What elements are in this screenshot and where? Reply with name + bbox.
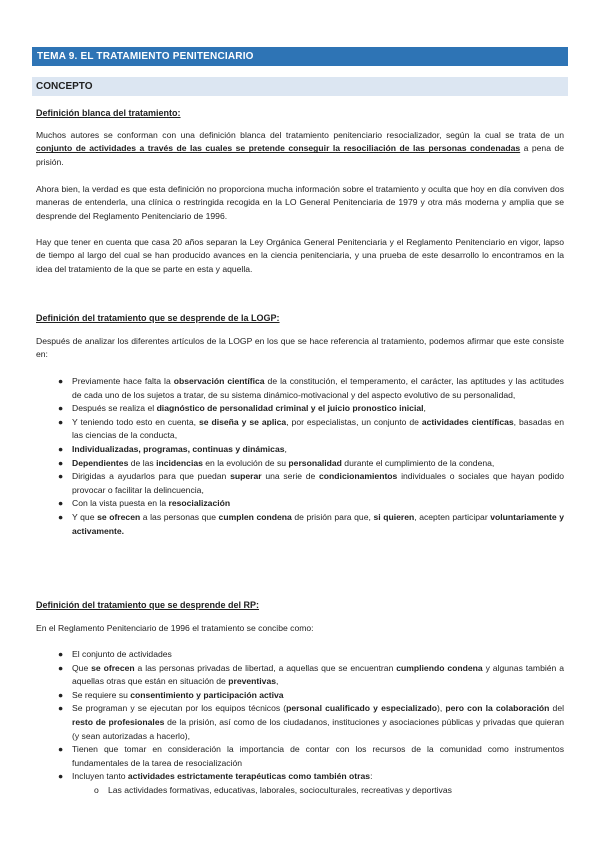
bullet-icon: ● [58, 511, 64, 522]
logp-list [36, 375, 564, 538]
paragraph-rp-intro: En el Reglamento Penitenciario de 1996 el tratamiento se concibe como: [36, 623, 314, 633]
bullet-icon: ● [58, 771, 64, 782]
list-item: ● Dirigidas a ayudarlos para que puedan superar una serie de condicionamientos individuales o sociales que hayan podido provocar o facilitar la delincuencia, [58, 471, 565, 495]
list-item: ● Que se ofrecen a las personas privadas de libertad, a aquellas que se encuentran cumpliendo condena y algunas también a aquellas otras que están en situación de preventivas, [58, 662, 564, 687]
list-item: ● Se requiere su consentimiento y participación activa [36, 689, 564, 703]
subsection-heading-logp: Definición del tratamiento que se desprende de la LOGP: [36, 313, 280, 323]
paragraph-logp-intro: Después de analizar los diferentes artículos de la LOGP en los que se hace referencia al tratamiento, podemos afirmar que este consiste en: [36, 336, 564, 360]
list-item: ● Dependientes de las incidencias en la evolución de su personalidad durante el cumplimiento de la condena, [36, 457, 564, 471]
paragraph-two-views: Ahora bien, la verdad es que esta definición no proporciona mucha información sobre el tratamiento y oculta que hoy en día conviven dos maneras de entenderla, una clínica o restringida recogida en la LO General Penitenciaria de 1979 y otra más moderna y amplia que se desprende del Reglamento Penitenciario de 1996. [36, 184, 564, 221]
paragraph-blank-definition: Muchos autores se conforman con una definición blanca del tratamiento penitenciario resocializador, según la cual se trata de un conjunto de actividades a través de las cuales se pretende conseguir la resociliación de las personas condenadas a pena de prisión. [36, 130, 565, 167]
circle-bullet-icon: o [94, 784, 99, 795]
list-item: ● Tienen que tomar en consideración la importancia de contar con los recursos de la comunidad como instrumentos fundamentales de la tarea de resocialización [58, 744, 564, 768]
list-item: ● Después se realiza el diagnóstico de personalidad criminal y el juicio pronostico inicial, [36, 402, 564, 416]
list-item: ● Incluyen tanto actividades estrictamente terapéuticas como también otras: o Las actividades formativas, educativas, laborales, socioculturales, recreativas y deportivas [36, 770, 564, 797]
list-item: ● Individualizadas, programas, continuas y dinámicas, [36, 443, 564, 457]
bullet-icon: ● [58, 703, 64, 714]
list-item: ● Y teniendo todo esto en cuenta, se diseña y se aplica, por especialistas, un conjunto de actividades científicas, basadas en las ciencias de la conducta, [58, 416, 564, 441]
bullet-icon: ● [58, 403, 64, 414]
rp-list [36, 648, 564, 798]
bullet-icon: ● [58, 744, 64, 755]
bullet-icon: ● [58, 498, 64, 509]
section-heading: CONCEPTO [32, 77, 568, 96]
subsection-heading-rp: Definición del tratamiento que se desprende del RP: [36, 600, 260, 610]
paragraph-twenty-years: Hay que tener en cuenta que casa 20 años separan la Ley Orgánica General Penitenciaria y el Reglamento Penitenciario en vigor, lapso de tiempo al largo del cual se han producido avances en la ciencia penitenciaria, y una prueba de este desarrollo lo encontramos en la idea del tratamiento de la que se parte en esta y aquella. [36, 237, 564, 274]
bullet-icon: ● [58, 457, 64, 468]
bullet-icon: ● [58, 471, 64, 482]
bullet-icon: ● [58, 376, 64, 386]
chapter-title: TEMA 9. EL TRATAMIENTO PENITENCIARIO [32, 47, 568, 66]
bullet-icon: ● [58, 416, 64, 427]
list-item: ● Y que se ofrecen a las personas que cumplen condena de prisión para que, si quieren, acepten participar voluntariamente y activamente. [58, 511, 564, 536]
bullet-icon: ● [58, 689, 64, 700]
sub-list [72, 784, 564, 798]
list-item: ● Con la vista puesta en la resocialización [36, 497, 564, 511]
sub-list-item: o Las actividades formativas, educativas, laborales, socioculturales, recreativas y deportivas [72, 784, 564, 798]
bullet-icon: ● [58, 649, 64, 659]
subsection-heading-blank-definition: Definición blanca del tratamiento: [36, 108, 181, 118]
list-item: ● Previamente hace falta la observación científica de la constitución, el temperamento, el carácter, las aptitudes y las actitudes de cada uno de los sujetos a tratar, de su sistema dinámico-motivacional y del aspecto evolutivo de su personalidad, [58, 376, 564, 400]
bullet-icon: ● [58, 443, 64, 454]
list-item: ● El conjunto de actividades [36, 648, 564, 662]
list-item: ● Se programan y se ejecutan por los equipos técnicos (personal cualificado y especializado), pero con la colaboración del resto de profesionales de la prisión, así como de los ciudadanos, instituciones y asociaciones públicas y privadas que quieran (y sean autorizadas a hacerlo), [58, 703, 565, 741]
bullet-icon: ● [58, 662, 64, 673]
